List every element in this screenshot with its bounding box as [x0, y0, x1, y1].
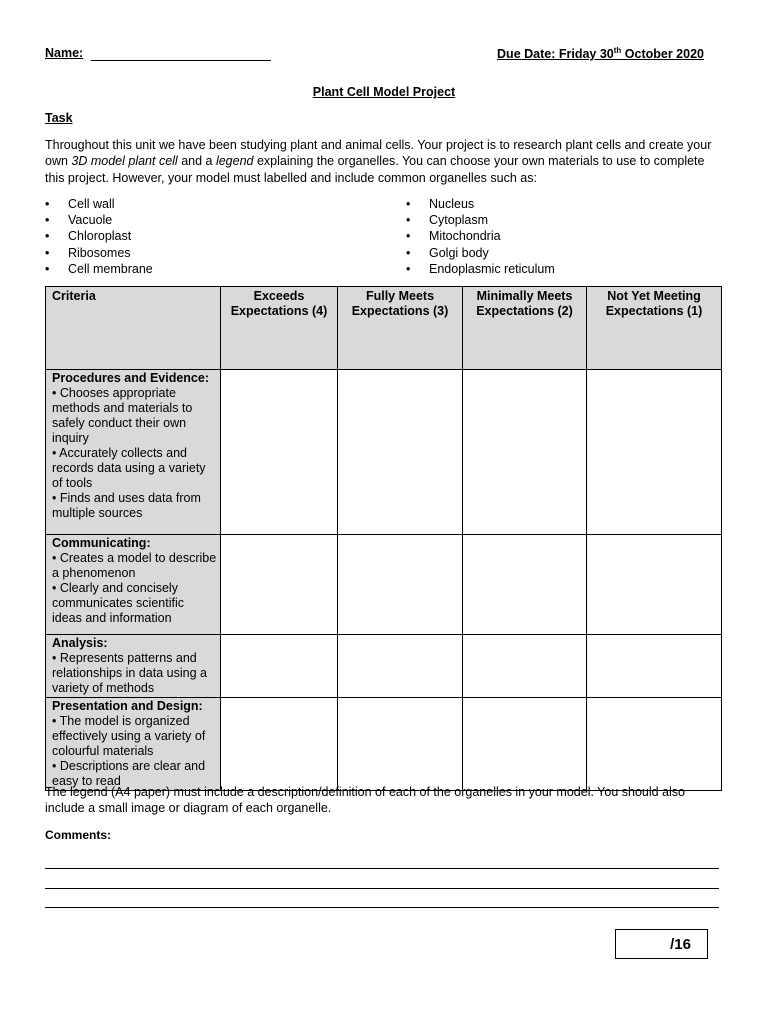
header-fully-meets: Fully Meets Expectations (3) [338, 287, 463, 370]
table-row [46, 535, 722, 635]
score-cell[interactable] [221, 635, 338, 698]
page-title: Plant Cell Model Project [312, 85, 456, 99]
list-item: • Cell membrane [45, 261, 153, 277]
header-criteria: Criteria [46, 287, 221, 370]
organelle-list-left [45, 196, 153, 277]
organelle-list-right [406, 196, 555, 277]
score-cell[interactable] [338, 698, 463, 791]
task-heading: Task [45, 111, 73, 125]
name-blank-line [91, 60, 271, 61]
criteria-communicating: Communicating: • Creates a model to describe a phenomenon • Clearly and concisely communicates scientific ideas and information [46, 535, 221, 635]
list-item: • Ribosomes [45, 245, 153, 261]
score-cell[interactable] [587, 698, 722, 791]
score-cell[interactable] [221, 370, 338, 535]
score-cell[interactable] [221, 698, 338, 791]
legend-note: The legend (A4 paper) must include a description/definition of each of the organelles in your model. You should also include a small image or diagram of each organelle. [45, 785, 685, 815]
table-row [46, 635, 722, 698]
score-cell[interactable] [338, 635, 463, 698]
score-cell[interactable] [338, 535, 463, 635]
score-cell[interactable] [463, 635, 587, 698]
score-total: /16 [670, 936, 691, 953]
score-cell[interactable] [221, 535, 338, 635]
name-label: Name: [45, 46, 84, 60]
score-cell[interactable] [463, 698, 587, 791]
score-cell[interactable] [587, 370, 722, 535]
score-cell[interactable] [338, 370, 463, 535]
rubric-table [45, 286, 722, 791]
header-minimally-meets: Minimally Meets Expectations (2) [463, 287, 587, 370]
list-item: • Vacuole [45, 212, 153, 228]
list-item: • Cytoplasm [406, 212, 555, 228]
criteria-presentation: Presentation and Design: • The model is organized effectively using a variety of colourful materials • Descriptions are clear and easy to read [46, 698, 221, 791]
score-cell[interactable] [587, 635, 722, 698]
score-cell[interactable] [463, 370, 587, 535]
list-item: • Golgi body [406, 245, 555, 261]
header-exceeds: Exceeds Expectations (4) [221, 287, 338, 370]
list-item: • Endoplasmic reticulum [406, 261, 555, 277]
due-date: Due Date: Friday 30th October 2020 [497, 46, 704, 62]
comment-line[interactable] [45, 868, 719, 869]
score-box[interactable] [615, 929, 708, 959]
score-cell[interactable] [463, 535, 587, 635]
comments-label: Comments: [45, 828, 112, 842]
header-not-yet-meeting: Not Yet Meeting Expectations (1) [587, 287, 722, 370]
list-item: • Mitochondria [406, 228, 555, 244]
table-row [46, 698, 722, 791]
table-row [46, 370, 722, 535]
list-item: • Chloroplast [45, 228, 153, 244]
criteria-analysis: Analysis: • Represents patterns and relationships in data using a variety of methods [46, 635, 221, 698]
list-item: • Nucleus [406, 196, 555, 212]
comment-line[interactable] [45, 907, 719, 908]
task-description: Throughout this unit we have been studying plant and animal cells. Your project is to research plant cells and create your own 3D model plant cell and a legend explaining the organelles. You can choose your own materials to use to complete this project. However, your model must labelled and include common organelles such as: [45, 138, 712, 185]
score-cell[interactable] [587, 535, 722, 635]
list-item: • Cell wall [45, 196, 153, 212]
criteria-procedures: Procedures and Evidence: • Chooses appropriate methods and materials to safely conduct their own inquiry • Accurately collects and records data using a variety of tools • Finds and uses data from multiple sources [46, 370, 221, 535]
comment-line[interactable] [45, 888, 719, 889]
